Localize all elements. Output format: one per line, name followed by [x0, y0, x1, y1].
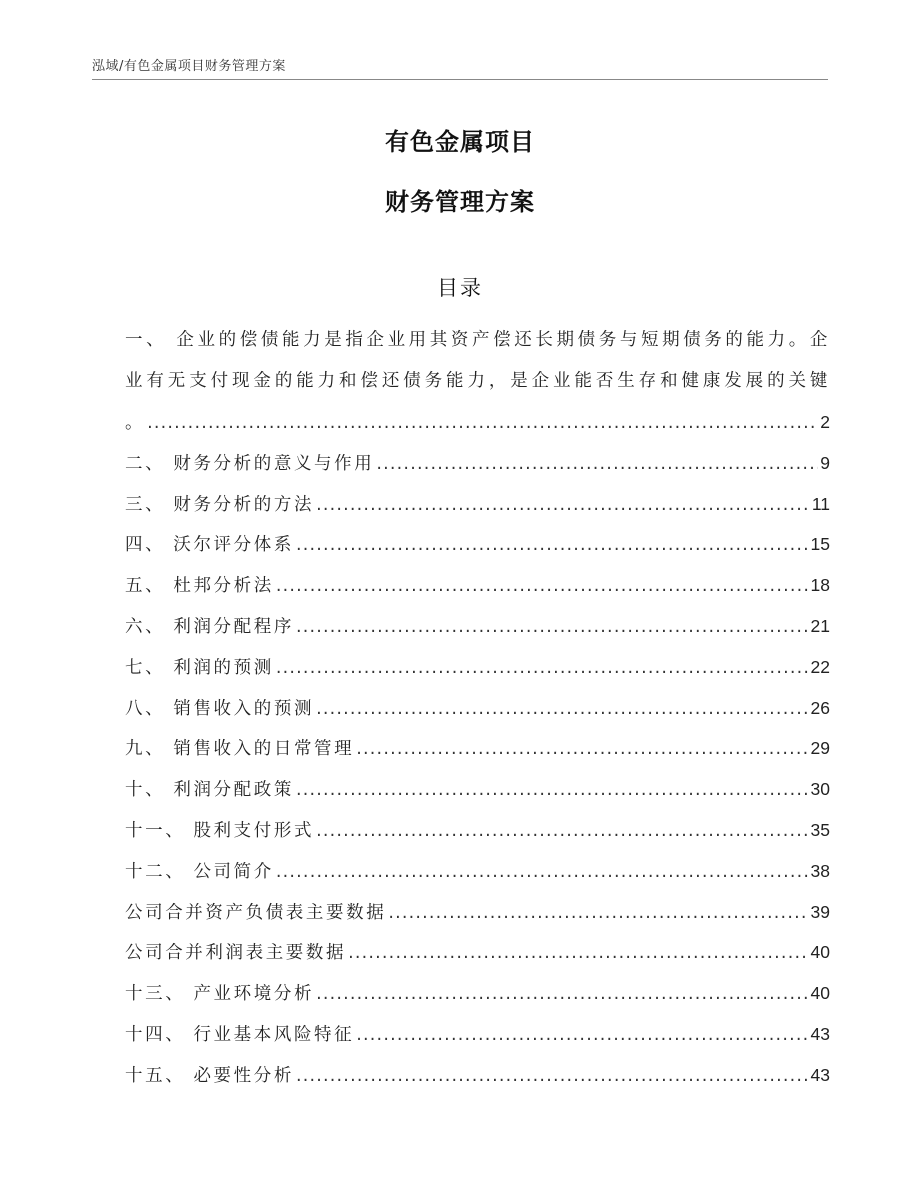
toc-entry-label: 公司合并利润表主要数据: [125, 943, 347, 964]
toc-entry[interactable]: [125, 606, 830, 647]
document-title-line-2: 财务管理方案: [385, 188, 535, 216]
toc-page-number: 43: [810, 1023, 830, 1044]
toc-entry[interactable]: [125, 851, 830, 892]
toc-entry-label: 二、 财务分析的意义与作用: [125, 453, 375, 474]
toc-entry[interactable]: [125, 484, 830, 525]
toc-page-number: 30: [810, 779, 830, 800]
dot-leader: [296, 525, 809, 566]
toc-page-number: 22: [810, 656, 830, 677]
dot-leader: [356, 1015, 808, 1056]
toc-page-number: 43: [810, 1064, 830, 1085]
dot-leader: [316, 689, 808, 730]
dot-leader: [147, 403, 818, 444]
toc-entry-label: 十四、 行业基本风险特征: [125, 1024, 355, 1045]
toc-heading: 目录: [437, 276, 483, 300]
toc-entry-1-line-1: 一、 企业的偿债能力是指企业用其资产偿还长期债务与短期债务的能力。企: [125, 330, 830, 350]
running-header: 泓域/有色金属项目财务管理方案: [92, 59, 286, 74]
dot-leader: [296, 770, 809, 811]
toc-entry[interactable]: [125, 565, 830, 606]
toc-entry-label: 九、 销售收入的日常管理: [125, 739, 355, 760]
dot-leader: [356, 729, 808, 770]
toc-entry-label: 十一、 股利支付形式: [125, 820, 315, 841]
toc-entry-1-line-2: 业有无支付现金的能力和偿还债务能力，是企业能否生存和健康发展的关键: [125, 371, 830, 391]
toc-page-number: 39: [810, 901, 830, 922]
toc-entry-label: 十三、 产业环境分析: [125, 984, 315, 1005]
toc-entry-label: 三、 财务分析的方法: [125, 494, 315, 515]
toc-entry-label: 公司合并资产负债表主要数据: [125, 902, 387, 923]
dot-leader: [316, 811, 808, 852]
toc-entry[interactable]: [125, 728, 830, 769]
toc-entry[interactable]: [125, 892, 830, 933]
toc-entry-1[interactable]: [125, 320, 830, 402]
toc-entry[interactable]: [125, 524, 830, 565]
toc-page-number: 2: [820, 412, 830, 432]
table-of-contents: [125, 320, 830, 1096]
toc-entry[interactable]: [125, 443, 830, 484]
dot-leader: [276, 852, 809, 893]
toc-page-number: 38: [810, 860, 830, 881]
toc-entry[interactable]: [125, 1014, 830, 1055]
dot-leader: [296, 607, 809, 648]
toc-page-number: 18: [810, 575, 830, 596]
dot-leader: [276, 648, 809, 689]
toc-page-number: 40: [810, 983, 830, 1004]
toc-entry[interactable]: [125, 810, 830, 851]
toc-entry-label: 七、 利润的预测: [125, 657, 274, 678]
toc-entry[interactable]: [125, 932, 830, 973]
toc-page-number: 40: [810, 942, 830, 963]
toc-entry[interactable]: [125, 973, 830, 1014]
header-divider: [92, 79, 828, 80]
toc-page-number: 26: [810, 697, 830, 718]
toc-entry[interactable]: [125, 647, 830, 688]
toc-page-number: 21: [810, 615, 830, 636]
toc-entry-label: 五、 杜邦分析法: [125, 576, 274, 597]
dot-leader: [296, 1056, 809, 1097]
toc-page-number: 15: [810, 534, 830, 555]
toc-entry-label: 四、 沃尔评分体系: [125, 535, 294, 556]
toc-entry-label: 八、 销售收入的预测: [125, 698, 315, 719]
toc-page-number: 9: [820, 452, 830, 473]
toc-entry-1-last-line[interactable]: [125, 402, 830, 443]
toc-entry[interactable]: [125, 1055, 830, 1096]
toc-entry-label: 六、 利润分配程序: [125, 616, 294, 637]
toc-page-number: 35: [810, 819, 830, 840]
toc-page-number: 29: [810, 738, 830, 759]
toc-entry-1-line-3: 。: [125, 413, 146, 433]
toc-entry-label: 十二、 公司简介: [125, 861, 274, 882]
dot-leader: [316, 974, 808, 1015]
dot-leader: [316, 485, 810, 526]
toc-entry-label: 十五、 必要性分析: [125, 1065, 294, 1086]
toc-entry-label: 十、 利润分配政策: [125, 780, 294, 801]
dot-leader: [276, 566, 809, 607]
toc-page-number: 11: [811, 493, 830, 514]
toc-entry[interactable]: [125, 769, 830, 810]
dot-leader: [348, 933, 808, 974]
document-title-line-1: 有色金属项目: [385, 128, 535, 156]
dot-leader: [388, 893, 808, 934]
dot-leader: [376, 444, 818, 485]
toc-entry[interactable]: [125, 688, 830, 729]
